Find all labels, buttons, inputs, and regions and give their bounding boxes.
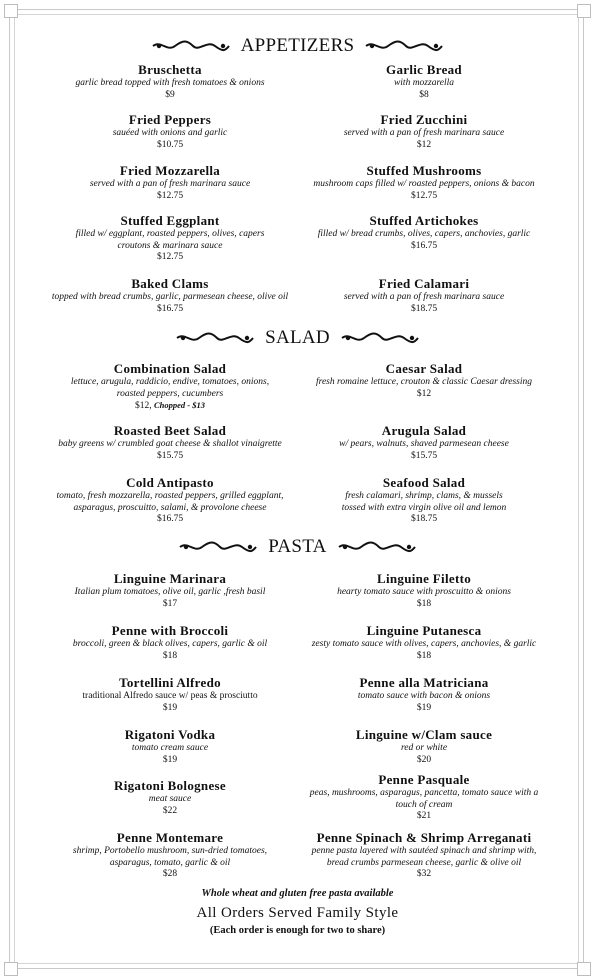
menu-item [284, 830, 564, 881]
menu-item [30, 727, 310, 766]
item-name: Penne with Broccoli [111, 623, 229, 638]
item-description: tomato sauce with bacon & onions [357, 691, 491, 701]
item-price: $20 [416, 754, 432, 765]
footer-serving-note: (Each order is enough for two to share) [209, 925, 386, 936]
menu-item [30, 163, 310, 202]
item-name: Linguine Marinara [113, 571, 227, 586]
section-header-appetizers [0, 33, 595, 59]
border-corner-ornament [4, 962, 18, 976]
scroll-flourish-icon [337, 539, 417, 555]
item-name: Bruschetta [138, 62, 202, 77]
item-description: sauéed with onions and garlic [112, 128, 228, 138]
item-name: Arugula Salad [381, 423, 467, 438]
item-name: Rigatoni Vodka [124, 727, 216, 742]
menu-item [284, 276, 564, 315]
border-corner-ornament [577, 962, 591, 976]
menu-item [30, 778, 310, 817]
menu-item [284, 675, 564, 714]
item-name: Penne Montemare [116, 830, 224, 845]
menu-item [284, 623, 564, 662]
scroll-flourish-icon [151, 38, 231, 54]
item-price: $21 [416, 811, 432, 821]
item-price: $18 [416, 598, 432, 609]
menu-item [284, 423, 564, 462]
menu-item [284, 62, 564, 101]
item-name: Rigatoni Bolognese [114, 778, 226, 793]
item-price: $16.75 [156, 514, 184, 524]
section-header-salad [0, 325, 595, 351]
item-description: asparagus, proscuitto, salami, & provolone cheese [73, 502, 267, 513]
item-name: Penne Spinach & Shrimp Arreganati [316, 830, 532, 845]
menu-item [284, 361, 564, 400]
item-description: served with a pan of fresh marinara sauce [343, 128, 505, 138]
section-header-pasta [0, 534, 595, 560]
item-price: $16.75 [156, 303, 184, 314]
item-price: $10.75 [156, 139, 184, 150]
section-title: PASTA [268, 536, 327, 557]
item-description: tomato, fresh mozzarella, roasted peppers, grilled eggplant, [56, 491, 284, 501]
item-description: garlic bread topped with fresh tomatoes & onions [75, 78, 265, 88]
item-description: w/ pears, walnuts, shaved parmesean cheese [339, 439, 509, 449]
item-description: mushroom caps filled w/ roasted peppers, onions & bacon [313, 179, 535, 189]
item-price: $15.75 [156, 450, 184, 461]
item-price: $12.75 [410, 190, 438, 201]
item-price: $12.75 [156, 190, 184, 201]
item-price-value: $12, [135, 401, 152, 411]
border-corner-ornament [577, 4, 591, 18]
menu-item [284, 571, 564, 610]
item-description: red or white [400, 743, 448, 753]
item-name: Fried Calamari [378, 276, 470, 291]
menu-item [30, 62, 310, 101]
item-name: Stuffed Mushrooms [366, 163, 482, 178]
menu-item [30, 276, 310, 315]
menu-item [30, 112, 310, 151]
item-price: $19 [162, 754, 178, 765]
item-description: shrimp, Portobello mushroom, sun-dried tomatoes, [72, 846, 268, 856]
item-description: zesty tomato sauce with olives, capers, anchovies, & garlic [311, 639, 537, 649]
menu-item [30, 361, 310, 413]
item-description: served with a pan of fresh marinara sauce [89, 179, 251, 189]
item-name: Stuffed Artichokes [369, 213, 479, 228]
item-name: Linguine Putanesca [366, 623, 482, 638]
item-price: $12.75 [156, 252, 184, 262]
item-price: $12 [416, 139, 432, 150]
item-name: Caesar Salad [385, 361, 463, 376]
item-description: served with a pan of fresh marinara sauce [343, 292, 505, 302]
menu-item [284, 475, 564, 526]
item-name: Fried Peppers [128, 112, 212, 127]
item-price: $8 [419, 89, 429, 100]
menu-item [284, 163, 564, 202]
item-description: fresh calamari, shrimp, clams, & mussels [345, 491, 503, 501]
item-price-extra: Chopped - $13 [154, 400, 205, 410]
menu-item [30, 213, 310, 264]
item-description: asparagus, tomato, garlic & oil [109, 857, 231, 868]
menu-item [284, 112, 564, 151]
item-description: topped with bread crumbs, garlic, parmesean cheese, olive oil [51, 292, 289, 302]
item-name: Fried Zucchini [380, 112, 468, 127]
item-name: Penne Pasquale [378, 772, 470, 787]
item-description: meat sauce [148, 794, 192, 804]
menu-item [30, 571, 310, 610]
menu-item [284, 213, 564, 252]
item-description: filled w/ bread crumbs, olives, capers, anchovies, garlic [317, 229, 531, 239]
item-description: hearty tomato sauce with proscuitto & onions [337, 587, 511, 597]
item-name: Stuffed Eggplant [120, 213, 220, 228]
item-name: Penne alla Matriciana [359, 675, 489, 690]
item-description: roasted peppers, cucumbers [116, 388, 224, 399]
item-name: Linguine Filetto [377, 571, 471, 586]
item-price: $16.75 [410, 240, 438, 251]
item-name: Linguine w/Clam sauce [355, 727, 493, 742]
footer-pasta-note: Whole wheat and gluten free pasta available [201, 888, 394, 899]
item-price: $18 [416, 650, 432, 661]
item-name: Baked Clams [131, 276, 209, 291]
item-description: tomato cream sauce [131, 743, 209, 753]
item-description: touch of cream [395, 799, 453, 810]
item-name: Seafood Salad [382, 475, 466, 490]
item-price: $18.75 [410, 303, 438, 314]
scroll-flourish-icon [175, 330, 255, 346]
item-name: Garlic Bread [386, 62, 462, 77]
item-price: $17 [162, 598, 178, 609]
item-description: with mozzarella [393, 78, 455, 88]
item-description: fresh romaine lettuce, crouton & classic Caesar dressing [315, 377, 532, 387]
item-description: tossed with extra virgin olive oil and lemon [341, 502, 507, 513]
item-price: $12 [416, 388, 432, 399]
item-price [30, 400, 310, 413]
scroll-flourish-icon [178, 539, 258, 555]
item-description: traditional Alfredo sauce w/ peas & prosciutto [82, 691, 258, 701]
menu-item [30, 675, 310, 714]
item-name: Tortellini Alfredo [119, 675, 221, 690]
item-description: bread crumbs parmesean cheese, garlic & olive oil [326, 857, 522, 868]
item-price: $19 [416, 702, 432, 713]
menu-item [284, 727, 564, 766]
scroll-flourish-icon [340, 330, 420, 346]
item-description: penne pasta layered with sautéed spinach and shrimp with, [311, 846, 537, 856]
item-description: filled w/ eggplant, roasted peppers, olives, capers [75, 229, 265, 239]
item-price: $18 [162, 650, 178, 661]
border-corner-ornament [4, 4, 18, 18]
item-description: Italian plum tomatoes, olive oil, garlic ,fresh basil [74, 587, 266, 597]
item-price: $22 [162, 805, 178, 816]
item-name: Fried Mozzarella [119, 163, 221, 178]
item-description: baby greens w/ crumbled goat cheese & shallot vinaigrette [58, 439, 282, 449]
footer-family-style: All Orders Served Family Style [196, 905, 399, 921]
item-price: $18.75 [410, 514, 438, 524]
item-name: Combination Salad [113, 361, 227, 376]
item-name: Cold Antipasto [126, 475, 214, 490]
item-description: broccoli, green & black olives, capers, garlic & oil [72, 639, 268, 649]
menu-item [30, 475, 310, 526]
menu-item [284, 772, 564, 823]
section-title: APPETIZERS [240, 35, 355, 56]
menu-item [30, 423, 310, 462]
menu-item [30, 830, 310, 881]
scroll-flourish-icon [364, 38, 444, 54]
menu-item [30, 623, 310, 662]
item-description: peas, mushrooms, asparagus, pancetta, tomato sauce with a [309, 788, 539, 798]
item-price: $19 [162, 702, 178, 713]
item-description: lettuce, arugula, raddicio, endive, tomatoes, onions, [70, 377, 270, 387]
item-price: $28 [162, 869, 178, 879]
item-price: $9 [165, 89, 175, 100]
item-name: Roasted Beet Salad [113, 423, 227, 438]
section-title: SALAD [265, 327, 330, 348]
item-price: $15.75 [410, 450, 438, 461]
item-price: $32 [416, 869, 432, 879]
item-description: croutons & marinara sauce [117, 240, 223, 251]
